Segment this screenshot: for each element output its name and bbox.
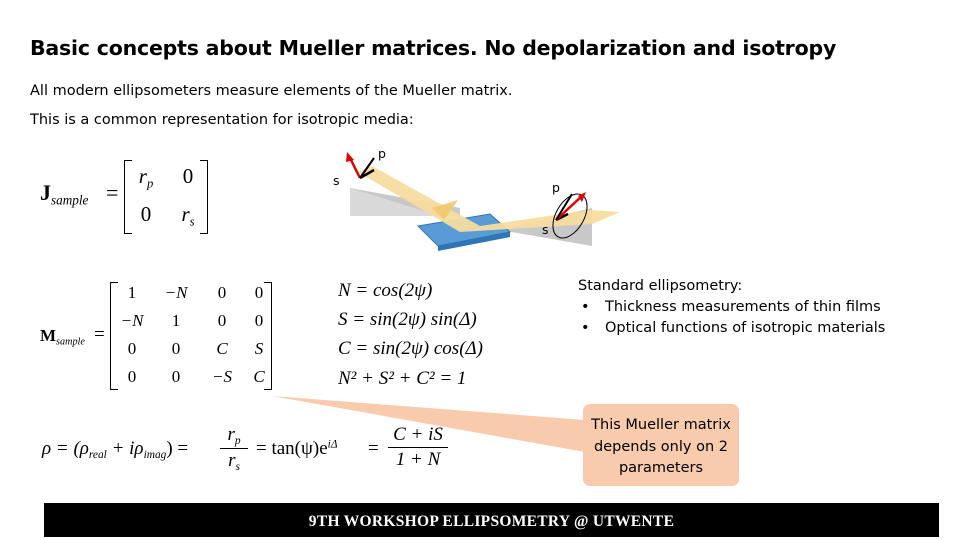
mueller-cell: 0 bbox=[171, 339, 181, 358]
mueller-cell: S bbox=[254, 339, 264, 358]
callout-line-2: depends only on 2 bbox=[594, 438, 728, 455]
relation-s: S = sin(2ψ) sin(Δ) bbox=[338, 309, 477, 330]
ellipsometry-heading: Standard ellipsometry: bbox=[578, 278, 743, 294]
jones-lhs-symbol: J bbox=[40, 180, 51, 205]
jones-cell-rp: $r_p$ bbox=[138, 164, 154, 191]
p-arrow-in bbox=[350, 158, 360, 178]
label-p-reflected: p bbox=[552, 180, 560, 195]
list-item: • Optical functions of isotropic materials bbox=[578, 318, 885, 339]
mueller-cell: −N bbox=[164, 283, 188, 302]
callout-line-1: This Mueller matrix bbox=[591, 417, 731, 433]
rho-fraction-2-denominator: 1 + N bbox=[395, 449, 441, 470]
jones-lhs-subscript: sample bbox=[51, 192, 89, 208]
rho-fraction-1-numerator: $r_p$ bbox=[227, 424, 241, 447]
relation-n: N = cos(2ψ) bbox=[338, 280, 433, 301]
relation-sum: N² + S² + C² = 1 bbox=[338, 368, 467, 389]
label-s-incident: s bbox=[333, 173, 340, 188]
mueller-cell: C bbox=[216, 339, 228, 358]
label-s-reflected: s bbox=[542, 222, 549, 237]
mueller-cell: −S bbox=[212, 367, 232, 386]
bullet-icon: • bbox=[581, 299, 590, 315]
footer-text: 9TH WORKSHOP ELLIPSOMETRY @ UTWENTE bbox=[308, 513, 675, 530]
rho-fraction-1 bbox=[214, 424, 254, 473]
callout-line-3: parameters bbox=[618, 460, 704, 476]
jones-lhs bbox=[40, 180, 88, 209]
mueller-cell: 0 bbox=[254, 283, 264, 302]
mueller-lhs-symbol: M bbox=[40, 326, 57, 345]
p-arrowhead-in bbox=[346, 152, 354, 162]
mueller-cell: 0 bbox=[127, 339, 137, 358]
intro-line-2: This is a common representation for isotropic media: bbox=[30, 112, 414, 128]
rho-fraction-2-numerator: C + iS bbox=[393, 424, 443, 445]
rho-equals-2: = bbox=[368, 438, 379, 459]
jones-cell-21: 0 bbox=[140, 202, 152, 226]
list-item: • Thickness measurements of thin films bbox=[578, 297, 885, 318]
rho-middle: = $\tan(\psi)e^{i\Delta}$ bbox=[256, 438, 338, 459]
reflection-diagram bbox=[320, 140, 640, 260]
jones-matrix-equation bbox=[40, 158, 220, 238]
mueller-matrix-equation bbox=[40, 280, 280, 392]
mueller-lhs-subscript: sample bbox=[56, 336, 85, 348]
mueller-cell: 1 bbox=[171, 311, 181, 330]
mueller-cell: C bbox=[253, 367, 265, 386]
jones-cell-12: 0 bbox=[182, 164, 194, 188]
mueller-cell: −N bbox=[120, 311, 144, 330]
rho-equation bbox=[42, 424, 443, 484]
callout-box bbox=[583, 404, 739, 486]
mueller-cell: 0 bbox=[127, 367, 137, 386]
mueller-cell: 0 bbox=[217, 311, 227, 330]
relation-c: C = sin(2ψ) cos(Δ) bbox=[338, 338, 484, 359]
mueller-equals: = bbox=[94, 324, 105, 345]
footer-bar bbox=[44, 503, 939, 537]
mueller-cell: 1 bbox=[127, 283, 137, 302]
mueller-cell: 0 bbox=[171, 367, 181, 386]
intro-line-1: All modern ellipsometers measure elements of the Mueller matrix. bbox=[30, 83, 513, 99]
mueller-cell: 0 bbox=[217, 283, 227, 302]
jones-equals: = bbox=[106, 180, 119, 205]
mueller-lhs bbox=[40, 326, 85, 348]
bullet-icon: • bbox=[581, 320, 590, 336]
rho-fraction-1-denominator: $r_s$ bbox=[228, 449, 240, 473]
rho-lhs: $\rho = (\rho_{real} + i\rho_{imag})$ = bbox=[42, 438, 189, 461]
mueller-cell: 0 bbox=[254, 311, 264, 330]
jones-cell-rs: $r_s$ bbox=[181, 202, 195, 229]
label-p-incident: p bbox=[378, 146, 386, 161]
slide-title: Basic concepts about Mueller matrices. No depolarization and isotropy bbox=[30, 36, 837, 60]
ellipsometry-list bbox=[578, 276, 885, 339]
rho-fraction-2 bbox=[386, 424, 450, 471]
